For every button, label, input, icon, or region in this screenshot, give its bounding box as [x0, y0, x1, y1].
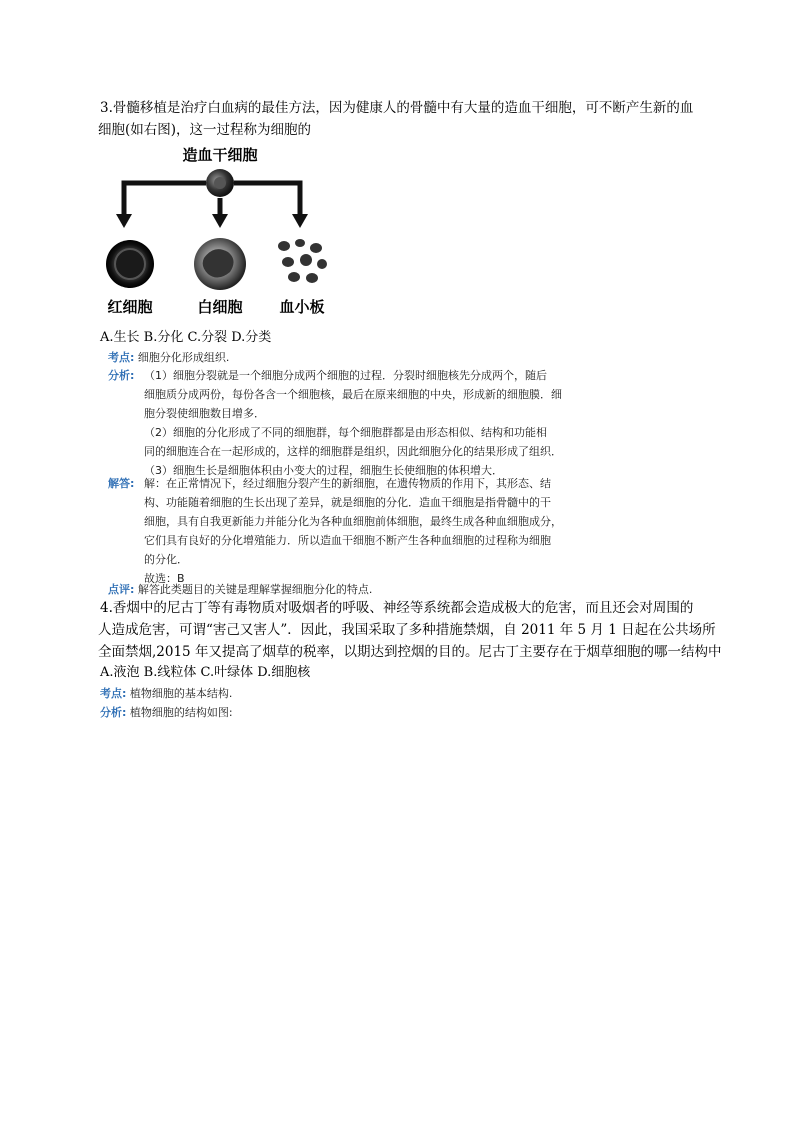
- arrowhead-right-icon: [292, 214, 308, 228]
- question-4-options: A.液泡 B.线粒体 C.叶绿体 D.细胞核: [100, 665, 311, 680]
- question-3-text: [100, 97, 720, 141]
- dianping-label: 点评:: [108, 583, 135, 596]
- kaodian-text: 细胞分化形成组织.: [137, 351, 230, 364]
- arrowhead-left-icon: [116, 214, 132, 228]
- question-4-text: [100, 597, 740, 663]
- question-3-options: A.生长 B.分化 C.分裂 D.分类: [100, 330, 272, 345]
- fenxi-line: 胞分裂使细胞数目增多．: [144, 407, 265, 420]
- jieda-answer: 故选：B: [144, 572, 185, 585]
- white-blood-cell-label: 白细胞: [197, 298, 243, 316]
- fenxi-text: 植物细胞的结构如图:: [129, 706, 233, 719]
- jieda-line: 它们具有良好的分化增殖能力．所以造血干细胞不断产生各种血细胞的过程称为细胞: [144, 534, 551, 547]
- q3-fenxi-label-wrap: [108, 366, 134, 385]
- dianping-text: 解答此类题目的关键是理解掌握细胞分化的特点.: [137, 583, 373, 596]
- platelet-label: 血小板: [279, 298, 325, 316]
- q3-jieda-label-wrap: [108, 474, 134, 493]
- jieda-line: 细胞，具有自我更新能力并能分化为各种血细胞前体细胞，最终生成各种血细胞成分，: [144, 515, 562, 528]
- jieda-line: 解：在正常情况下，经过细胞分裂产生的新细胞，在遗传物质的作用下，其形态、结: [144, 477, 551, 490]
- stem-cell-nucleus: [214, 177, 226, 189]
- arrow-left-icon: [124, 183, 206, 216]
- arrow-right-icon: [234, 183, 300, 216]
- q4-fenxi: [100, 703, 233, 722]
- fenxi-line: （3）细胞生长是细胞体积由小变大的过程，细胞生长使细胞的体积增大．: [144, 464, 503, 477]
- q3-fenxi-text: [144, 366, 594, 480]
- fenxi-line: （2）细胞的分化形成了不同的细胞群，每个细胞群都是由形态相似、结构和功能相: [144, 426, 547, 439]
- red-blood-cell-center: [115, 249, 145, 279]
- kaodian-label: 考点:: [100, 687, 127, 700]
- kaodian-label: 考点:: [108, 351, 135, 364]
- red-blood-cell-label: 红细胞: [107, 298, 153, 316]
- q4-kaodian: [100, 684, 232, 703]
- jieda-label: 解答:: [108, 477, 135, 490]
- platelets-icon: [278, 239, 327, 283]
- arrowhead-middle-icon: [212, 214, 228, 228]
- fenxi-line: 细胞质分成两份，每份各含一个细胞核，最后在原来细胞的中央，形成新的细胞膜．细: [144, 388, 562, 401]
- hematopoietic-stem-cell-diagram: [104, 140, 336, 320]
- jieda-line: 构、功能随着细胞的生长出现了差异，就是细胞的分化．造血干细胞是指骨髓中的干: [144, 496, 551, 509]
- question-4-line-2: 人造成危害，可谓“害己又害人”．因此，我国采取了多种措施禁烟，自 2011 年 5 月 1 日起在公共场所: [98, 622, 716, 638]
- fenxi-label: 分析:: [100, 706, 127, 719]
- question-3-line-2: 细胞(如右图)，这一过程称为细胞的: [98, 122, 312, 138]
- q3-kaodian: [108, 348, 229, 367]
- fenxi-line: （1）细胞分裂就是一个细胞分成两个细胞的过程．分裂时细胞核先分成两个，随后: [144, 369, 547, 382]
- question-4-line-3: 全面禁烟,2015 年又提高了烟草的税率，以期达到控烟的目的。尼古丁主要存在于烟草细胞的哪一结构中: [98, 644, 722, 660]
- jieda-line: 的分化．: [144, 553, 188, 566]
- kaodian-text: 植物细胞的基本结构.: [129, 687, 233, 700]
- fenxi-label: 分析:: [108, 369, 135, 382]
- question-3-line-1: 3.骨髓移植是治疗白血病的最佳方法，因为健康人的骨髓中有大量的造血干细胞，可不断产生新的血: [100, 100, 694, 116]
- fenxi-line: 同的细胞连合在一起形成的，这样的细胞群是组织，因此细胞分化的结果形成了组织．: [144, 445, 562, 458]
- question-4-line-1: 4.香烟中的尼古丁等有毒物质对吸烟者的呼吸、神经等系统都会造成极大的危害，而且还会对周围的: [100, 600, 694, 616]
- stem-cell-label: 造血干细胞: [182, 146, 258, 164]
- q3-jieda-text: [144, 474, 594, 588]
